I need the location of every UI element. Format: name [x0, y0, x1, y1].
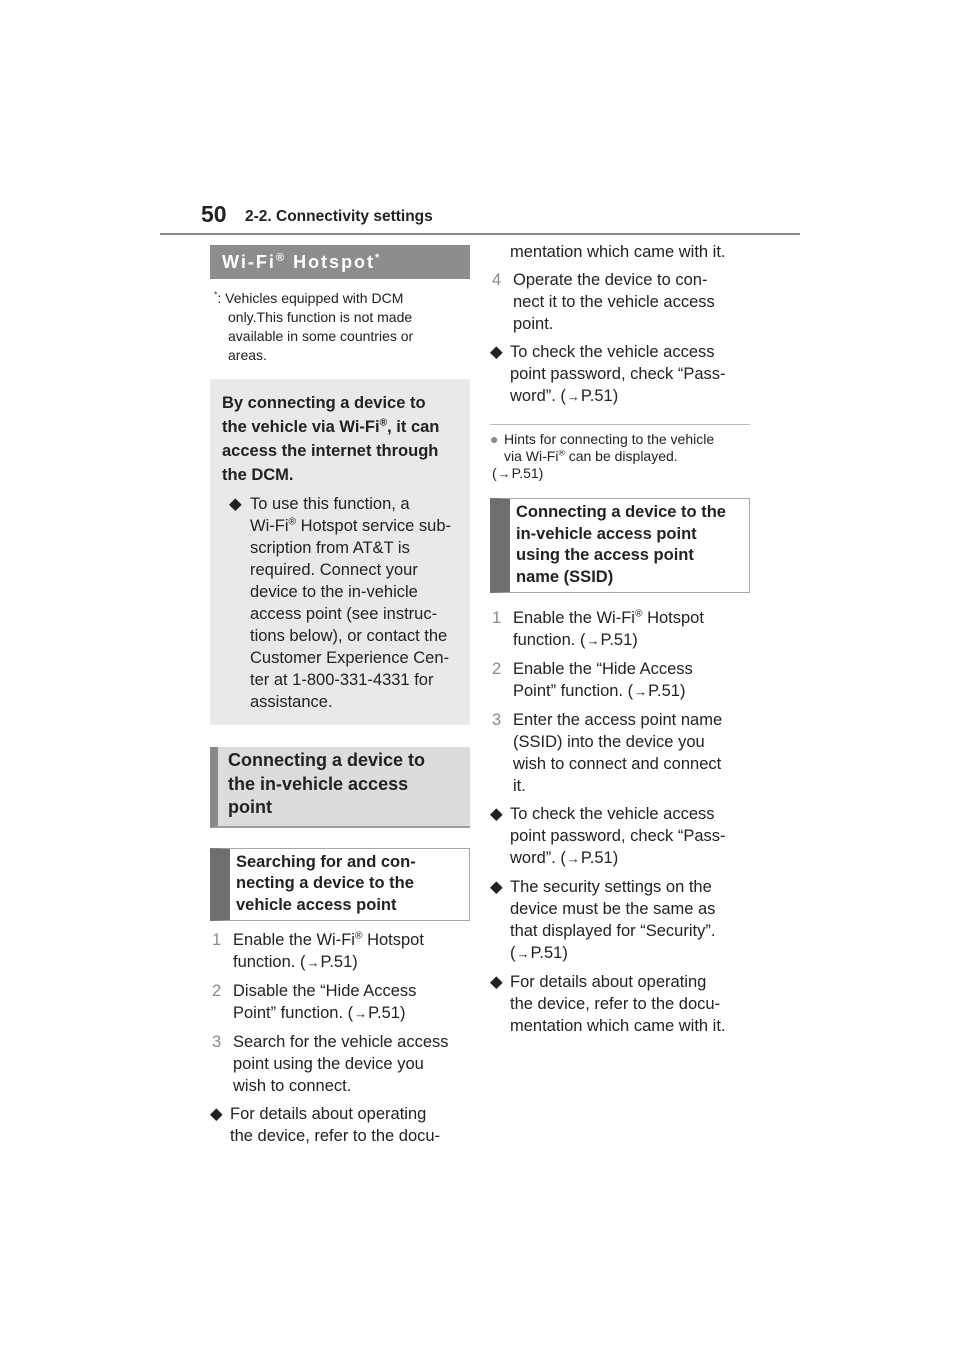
asterisk-mark: *	[214, 289, 218, 300]
step-line: nect it to the vehicle access	[513, 293, 715, 311]
footnote-text: : Vehicles equipped with DCM	[217, 290, 404, 306]
step-text: Enable the Wi-Fi	[233, 931, 355, 949]
page-reference-link[interactable]: P.51	[580, 387, 613, 405]
footnote-line: areas.	[228, 347, 267, 363]
heading-line: necting a device to the	[236, 874, 414, 892]
arrow-right-icon: →	[634, 684, 648, 699]
bullet-diamond-icon: ◆	[490, 878, 503, 896]
intro-text: , it can	[387, 418, 440, 436]
bullet-line: the device, refer to the docu-	[510, 995, 721, 1013]
intro-box	[210, 379, 470, 725]
intro-line	[222, 415, 456, 439]
left-steps	[210, 929, 470, 1147]
footnote-line: available in some countries or	[228, 328, 414, 344]
arrow-right-icon: →	[566, 389, 580, 404]
step-item	[210, 929, 470, 974]
hint-note	[490, 431, 750, 482]
bullet-diamond-icon: ◆	[210, 1105, 223, 1123]
heading-line: name (SSID)	[516, 567, 614, 586]
page-reference-link[interactable]: P.51	[511, 465, 539, 481]
step-line: Enter the access point name	[513, 711, 723, 729]
bullet-text: )	[562, 944, 568, 962]
step-text: function. (	[513, 631, 586, 649]
step-number: 2	[492, 660, 502, 678]
header-rule	[160, 233, 800, 235]
hint-line	[492, 465, 750, 482]
bullet-line: For details about operating	[230, 1105, 427, 1123]
page-number: 50	[201, 201, 227, 227]
left-column	[210, 245, 470, 1147]
step-line	[233, 929, 470, 951]
step-text: )	[352, 953, 358, 971]
bullet-text: word”. (	[510, 849, 566, 867]
heading-line: Connecting a device to the	[516, 503, 726, 521]
password-bullet-2	[490, 803, 750, 870]
step-line: Search for the vehicle access	[233, 1033, 449, 1051]
heading-line: the in-vehicle access	[228, 773, 409, 794]
bullet-line: that displayed for “Security”.	[510, 922, 716, 940]
registered-mark: ®	[379, 417, 388, 429]
heading-line: point	[228, 797, 272, 817]
registered-mark: ®	[558, 447, 565, 458]
arrow-right-icon: →	[306, 955, 320, 970]
step-line: wish to connect and connect	[513, 755, 722, 773]
bullet-line: Customer Experience Cen-	[250, 649, 449, 667]
heading-text: Wi-Fi	[222, 252, 276, 272]
bullet-line	[250, 515, 456, 537]
step-text: Enable the Wi-Fi	[513, 609, 635, 627]
step-line: Enable the “Hide Access	[513, 660, 693, 678]
heading-line: in-vehicle access point	[516, 524, 697, 543]
step-line: (SSID) into the device you	[513, 733, 705, 751]
step-number: 4	[492, 271, 502, 289]
step-number: 1	[492, 609, 502, 627]
step-number: 1	[212, 931, 222, 949]
page-reference-link[interactable]: P.51	[648, 682, 680, 700]
step-item	[490, 709, 750, 797]
footnote-line	[214, 289, 470, 308]
intro-bullet	[222, 493, 456, 713]
circle-bullet-icon: ●	[490, 431, 499, 447]
bullet-line: required. Connect your	[250, 561, 418, 579]
wifi-hotspot-heading	[210, 245, 470, 279]
step-number: 2	[212, 982, 222, 1000]
step-text: function. (	[233, 953, 306, 971]
registered-mark: ®	[634, 608, 643, 620]
step-item	[210, 1031, 470, 1097]
footnote-line: only.This function is not made	[228, 309, 413, 325]
bullet-line: To check the vehicle access	[510, 805, 715, 823]
step-text: )	[632, 631, 638, 649]
details-bullet	[210, 1103, 470, 1147]
bullet-line: device to the in-vehicle	[250, 583, 418, 601]
heading-text: Hotspot	[286, 252, 376, 272]
step-line: wish to connect.	[233, 1077, 352, 1095]
step-number: 3	[212, 1033, 222, 1051]
step-line: point using the device you	[233, 1055, 424, 1073]
continued-text: mentation which came with it.	[510, 243, 726, 261]
step-line	[233, 1002, 470, 1025]
details-bullet-2	[490, 971, 750, 1037]
registered-mark: ®	[275, 252, 287, 264]
bullet-line: tions below), or contact the	[250, 627, 448, 645]
bullet-line: The security settings on the	[510, 878, 712, 896]
step-line	[513, 680, 750, 703]
bullet-line: point password, check “Pass-	[510, 365, 726, 383]
connecting-section-heading	[210, 747, 470, 828]
page-reference-link[interactable]: P.51	[320, 953, 353, 971]
security-bullet	[490, 876, 750, 965]
heading-line: using the access point	[516, 546, 694, 564]
intro-text: the vehicle via Wi-Fi	[222, 418, 380, 436]
bullet-line: point password, check “Pass-	[510, 827, 726, 845]
bullet-diamond-icon: ◆	[490, 343, 503, 361]
bullet-text: Hotspot service sub-	[296, 517, 451, 535]
bullet-line: the device, refer to the docu-	[230, 1127, 441, 1145]
bullet-line: To use this function, a	[250, 495, 410, 513]
bullet-line	[510, 847, 750, 870]
page-reference-link[interactable]: P.51	[580, 849, 613, 867]
searching-subheading	[210, 848, 470, 922]
right-column	[490, 241, 750, 1037]
intro-line: access the internet through	[222, 442, 439, 460]
bullet-text: (	[510, 944, 516, 962]
intro-lead	[222, 391, 456, 487]
bullet-diamond-icon: ◆	[490, 805, 503, 823]
hint-line	[504, 448, 750, 465]
registered-mark: ®	[288, 516, 297, 528]
step-text: Hotspot	[642, 609, 704, 627]
page-reference-link[interactable]: P.51	[368, 1004, 400, 1022]
bullet-line: ter at 1-800-331-4331 for	[250, 671, 434, 689]
page-reference-link[interactable]: P.51	[530, 944, 563, 962]
hint-text: (	[492, 465, 497, 481]
arrow-right-icon: →	[566, 851, 580, 866]
step-item	[490, 607, 750, 652]
step-text: Point” function. (	[233, 1004, 354, 1022]
step-line	[513, 629, 750, 652]
intro-line: the DCM.	[222, 466, 294, 484]
bullet-line	[510, 942, 750, 965]
asterisk-mark: *	[375, 252, 382, 264]
step-text: Point” function. (	[513, 682, 634, 700]
bullet-line: To check the vehicle access	[510, 343, 715, 361]
step-line: Operate the device to con-	[513, 271, 708, 289]
section-title: 2-2. Connectivity settings	[245, 208, 433, 225]
heading-line: vehicle access point	[236, 895, 397, 914]
step-line	[233, 951, 470, 974]
hint-text: via Wi-Fi	[504, 448, 559, 464]
step-line: point.	[513, 315, 554, 333]
bullet-line: assistance.	[250, 693, 333, 711]
hint-text: )	[538, 465, 544, 481]
bullet-line: For details about operating	[510, 973, 707, 991]
arrow-right-icon: →	[586, 633, 600, 648]
step-item	[210, 980, 470, 1025]
page-reference-link[interactable]: P.51	[600, 631, 633, 649]
ssid-subheading	[490, 498, 750, 593]
hint-divider	[490, 424, 750, 425]
step-line: Disable the “Hide Access	[233, 982, 417, 1000]
heading-line: Searching for and con-	[236, 852, 416, 871]
right-steps	[490, 607, 750, 1037]
arrow-right-icon: →	[354, 1006, 368, 1021]
arrow-right-icon: →	[516, 946, 530, 961]
step-text: )	[399, 1004, 406, 1022]
hint-line: Hints for connecting to the vehicle	[504, 431, 715, 447]
bullet-line: device must be the same as	[510, 900, 716, 918]
step-text: Hotspot	[362, 931, 424, 949]
password-bullet	[490, 341, 750, 408]
step-line	[513, 607, 750, 629]
arrow-right-icon: →	[497, 466, 511, 481]
bullet-text: )	[612, 387, 619, 405]
bullet-line: mentation which came with it.	[510, 1017, 726, 1035]
step-item	[490, 658, 750, 703]
bullet-diamond-icon: ◆	[229, 495, 242, 513]
footnote	[210, 289, 470, 365]
bullet-line: access point (see instruc-	[250, 605, 438, 623]
intro-line: By connecting a device to	[222, 394, 426, 412]
registered-mark: ®	[354, 930, 363, 942]
bullet-text: Wi-Fi	[250, 517, 289, 535]
hint-text: can be displayed.	[564, 448, 678, 464]
step-line: it.	[513, 777, 526, 795]
step-number: 3	[492, 711, 502, 729]
step-item	[490, 269, 750, 335]
heading-line: Connecting a device to	[228, 750, 426, 770]
bullet-line: scription from AT&T is	[250, 539, 410, 557]
bullet-line	[510, 385, 750, 408]
bullet-diamond-icon: ◆	[490, 973, 503, 991]
step-text: )	[679, 682, 686, 700]
bullet-text: word”. (	[510, 387, 566, 405]
bullet-text: )	[612, 849, 619, 867]
